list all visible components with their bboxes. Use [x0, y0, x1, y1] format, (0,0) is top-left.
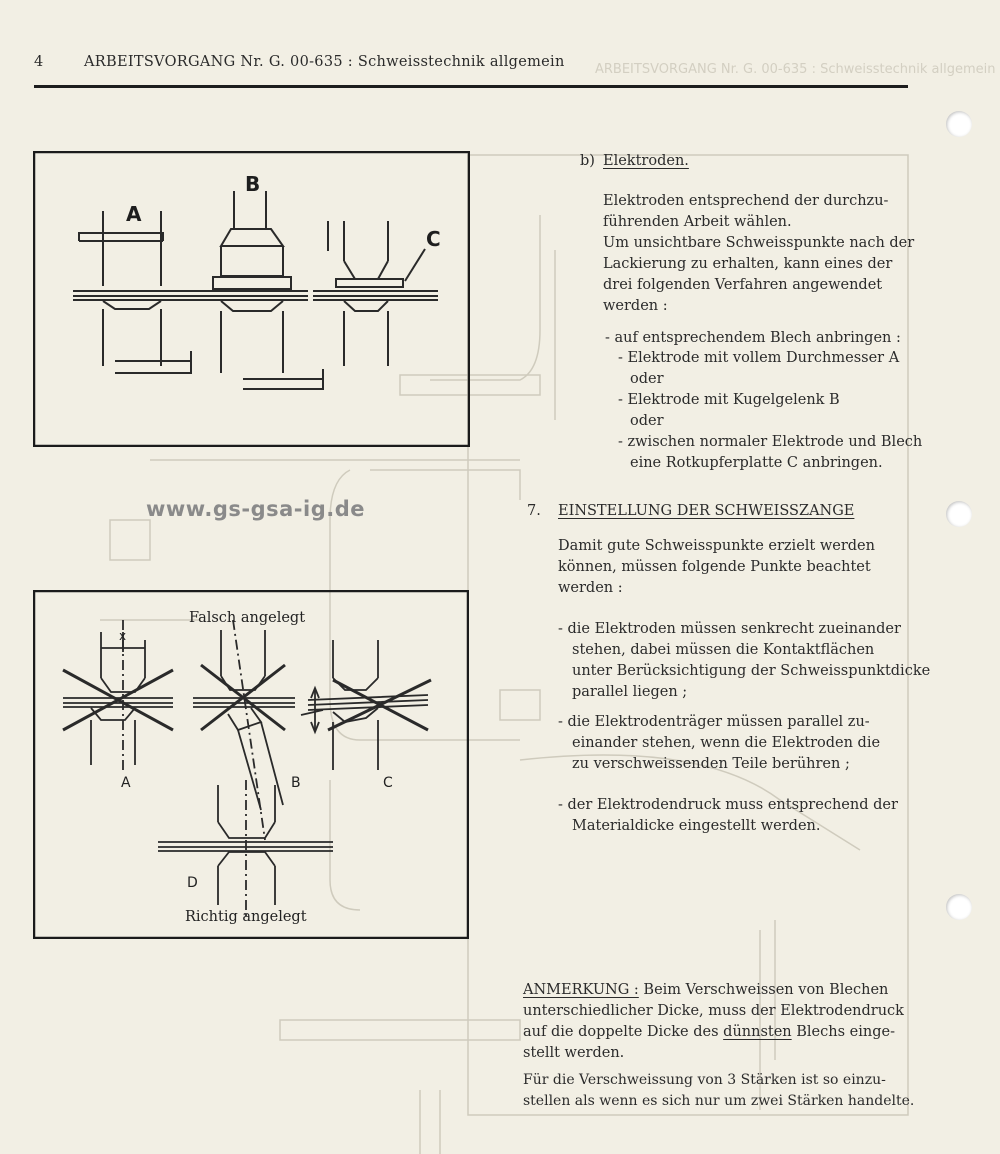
header-rule — [34, 85, 908, 88]
figure2-label-b: B — [291, 775, 301, 791]
note-block: ANMERKUNG : Beim Verschweissen von Blechen unterschiedlicher Dicke, muss der Elektrodendruck auf die doppelte Dicke des dünnsten Blechs einge- stellt werden. — [523, 982, 904, 1061]
list-item: - die Elektrodenträger müssen parallel zu- einander stehen, wenn die Elektroden die zu verschweissenden Teile berühren ; — [558, 714, 881, 772]
figure2-bottom-caption: Richtig angelegt — [185, 909, 307, 925]
electrode-b-drawing — [201, 191, 323, 389]
punch-hole — [946, 501, 972, 527]
text-line: Elektroden entsprechend der durchzu- — [603, 193, 889, 209]
list-item: - zwischen normaler Elektrode und Blech eine Rotkupferplatte C anbringen. — [618, 434, 923, 471]
wrong-position-a-drawing — [63, 620, 173, 770]
punch-hole — [946, 111, 972, 137]
section-7-intro — [558, 536, 875, 599]
offset-x-marker: x — [119, 629, 127, 643]
text-line: Um unsichtbare Schweisspunkte nach der — [603, 235, 915, 251]
page-title: ARBEITSVORGANG Nr. G. 00-635 : Schweisstechnik allgemein — [84, 54, 565, 70]
wrong-position-b-drawing — [193, 620, 295, 840]
text-line: werden : — [603, 298, 668, 314]
note-extra: Für die Verschweissung von 3 Stärken ist so einzu- stellen als wenn es sich nur um zwei Stärken handelte. — [523, 1072, 915, 1109]
figure2-label-a: A — [121, 775, 131, 791]
section-7-number: 7. — [527, 503, 541, 519]
punch-hole — [946, 894, 972, 920]
watermark-url: www.gs-gsa-ig.de — [146, 497, 365, 521]
correct-position-d-drawing — [158, 780, 333, 920]
text-line: können, müssen folgende Punkte beachtet — [558, 559, 871, 575]
section-b-paragraph — [603, 191, 914, 317]
text-line: drei folgenden Verfahren angewendet — [603, 277, 883, 293]
figure1-label-b: B — [245, 172, 261, 196]
section-b-intro-item: - auf entsprechendem Blech anbringen : — [605, 330, 901, 346]
section-b-heading: Elektroden. — [603, 153, 689, 169]
electrode-types-figure — [33, 151, 470, 447]
emphasis-thinnest: dünnsten — [723, 1024, 792, 1040]
text-line: führenden Arbeit wählen. — [603, 214, 792, 230]
text-line: Damit gute Schweisspunkte erzielt werden — [558, 538, 875, 554]
text-line: werden : — [558, 580, 623, 596]
section-b-marker: b) — [580, 153, 595, 169]
page-number: 4 — [34, 54, 44, 70]
bleed-through-text: ARBEITSVORGANG Nr. G. 00-635 : Schweisstechnik allgemein — [595, 62, 996, 77]
list-item: - Elektrode mit Kugelgelenk B oder — [618, 392, 840, 429]
electrode-alignment-figure — [33, 590, 469, 939]
section-7-heading: EINSTELLUNG DER SCHWEISSZANGE — [558, 503, 855, 519]
list-item: - der Elektrodendruck muss entsprechend der Materialdicke eingestellt werden. — [558, 797, 898, 834]
electrode-c-drawing — [313, 221, 438, 366]
electrode-a-drawing — [73, 211, 213, 373]
figure1-label-a: A — [126, 202, 142, 226]
figure1-label-c: C — [426, 227, 441, 251]
figure2-label-d: D — [187, 875, 198, 891]
list-item: - die Elektroden müssen senkrecht zueinander stehen, dabei müssen die Kontaktflächen unter Berücksichtigung der Schweisspunktdicke parallel liegen ; — [558, 621, 931, 700]
wrong-position-c-drawing — [301, 640, 431, 770]
note-label: ANMERKUNG : — [523, 982, 639, 998]
text-line: Lackierung zu erhalten, kann eines der — [603, 256, 893, 272]
figure2-label-c: C — [383, 775, 393, 791]
list-item: - Elektrode mit vollem Durchmesser A oder — [618, 350, 900, 387]
figure2-top-caption: Falsch angelegt — [189, 610, 306, 626]
